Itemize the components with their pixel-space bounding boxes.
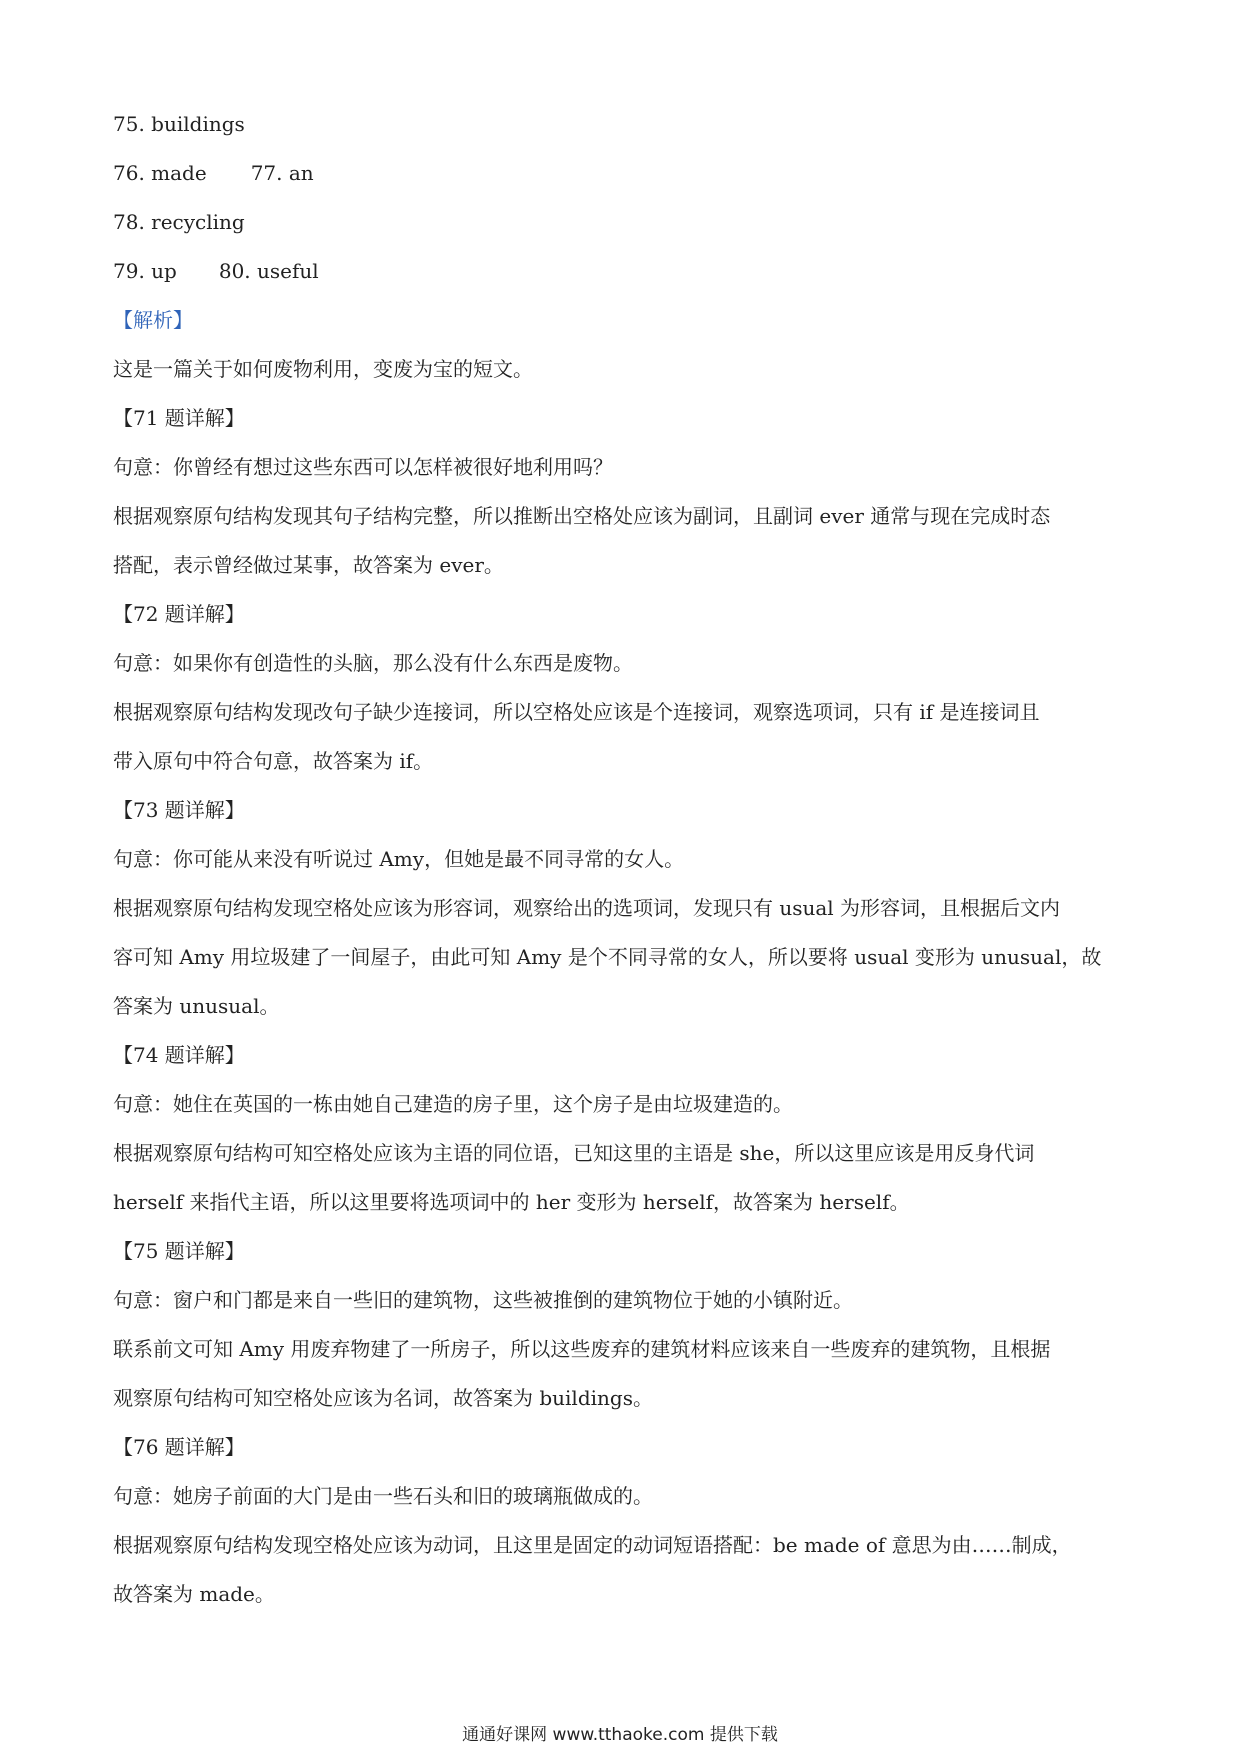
answer-row-76-77: [113, 149, 1133, 198]
question-71: [113, 394, 1133, 590]
question-explanation-line: herself 来指代主语，所以这里要将选项词中的 her 变形为 herself，故答案为 herself。: [113, 1190, 910, 1214]
question-74: [113, 1031, 1133, 1227]
question-explanation-line: 根据观察原句结构发现改句子缺少连接词，所以空格处应该是个连接词，观察选项词，只有 if 是连接词且: [113, 700, 1040, 724]
answer-80: 80. useful: [218, 259, 319, 283]
question-explanation-line: 故答案为 made。: [113, 1582, 275, 1606]
question-heading: 【76 题详解】: [113, 1435, 245, 1459]
question-explanation-line: 根据观察原句结构可知空格处应该为主语的同位语，已知这里的主语是 she，所以这里应该是用反身代词: [113, 1141, 1035, 1165]
question-meaning: 句意：窗户和门都是来自一些旧的建筑物，这些被推倒的建筑物位于她的小镇附近。: [113, 1288, 853, 1312]
question-explanation-line: 根据观察原句结构发现空格处应该为动词，且这里是固定的动词短语搭配：be made of 意思为由……制成，: [113, 1533, 1072, 1557]
question-explanation-line: 根据观察原句结构发现空格处应该为形容词，观察给出的选项词，发现只有 usual 为形容词，且根据后文内: [113, 896, 1061, 920]
question-heading: 【74 题详解】: [113, 1043, 245, 1067]
question-75: [113, 1227, 1133, 1423]
answer-79: 79. up: [113, 259, 177, 283]
question-explanation-line: 带入原句中符合句意，故答案为 if。: [113, 749, 434, 773]
question-explanation-line: 联系前文可知 Amy 用废弃物建了一所房子，所以这些废弃的建筑材料应该来自一些废弃的建筑物，且根据: [113, 1337, 1051, 1361]
page-footer: 通通好课网 www.tthaoke.com 提供下载: [462, 1725, 778, 1745]
question-heading: 【73 题详解】: [113, 798, 245, 822]
question-explanation-line: 根据观察原句结构发现其句子结构完整，所以推断出空格处应该为副词，且副词 ever 通常与现在完成时态: [113, 504, 1051, 528]
question-73: [113, 786, 1133, 1031]
question-meaning: 句意：她房子前面的大门是由一些石头和旧的玻璃瓶做成的。: [113, 1484, 653, 1508]
question-76: [113, 1423, 1133, 1619]
answer-row-79-80: [113, 247, 1133, 296]
answer-78: 78. recycling: [113, 210, 245, 234]
question-explanation-line: 观察原句结构可知空格处应该为名词，故答案为 buildings。: [113, 1386, 653, 1410]
question-explanation-line: 答案为 unusual。: [113, 994, 280, 1018]
analysis-heading: 【解析】: [113, 308, 193, 332]
question-meaning: 句意：你曾经有想过这些东西可以怎样被很好地利用吗？: [113, 455, 613, 479]
question-explanation-line: 搭配，表示曾经做过某事，故答案为 ever。: [113, 553, 504, 577]
answer-75: 75. buildings: [113, 112, 245, 136]
question-meaning: 句意：她住在英国的一栋由她自己建造的房子里，这个房子是由垃圾建造的。: [113, 1092, 793, 1116]
question-heading: 【71 题详解】: [113, 406, 245, 430]
analysis-intro: 这是一篇关于如何废物利用，变废为宝的短文。: [113, 357, 533, 381]
question-72: [113, 590, 1133, 786]
question-heading: 【75 题详解】: [113, 1239, 245, 1263]
answer-76: 76. made: [113, 161, 207, 185]
page-content: [113, 100, 1133, 1619]
question-heading: 【72 题详解】: [113, 602, 245, 626]
question-explanation-line: 容可知 Amy 用垃圾建了一间屋子，由此可知 Amy 是个不同寻常的女人，所以要将 usual 变形为 unusual，故: [113, 945, 1102, 969]
answer-77: 77. an: [250, 161, 314, 185]
question-meaning: 句意：如果你有创造性的头脑，那么没有什么东西是废物。: [113, 651, 633, 675]
question-meaning: 句意：你可能从来没有听说过 Amy，但她是最不同寻常的女人。: [113, 847, 685, 871]
